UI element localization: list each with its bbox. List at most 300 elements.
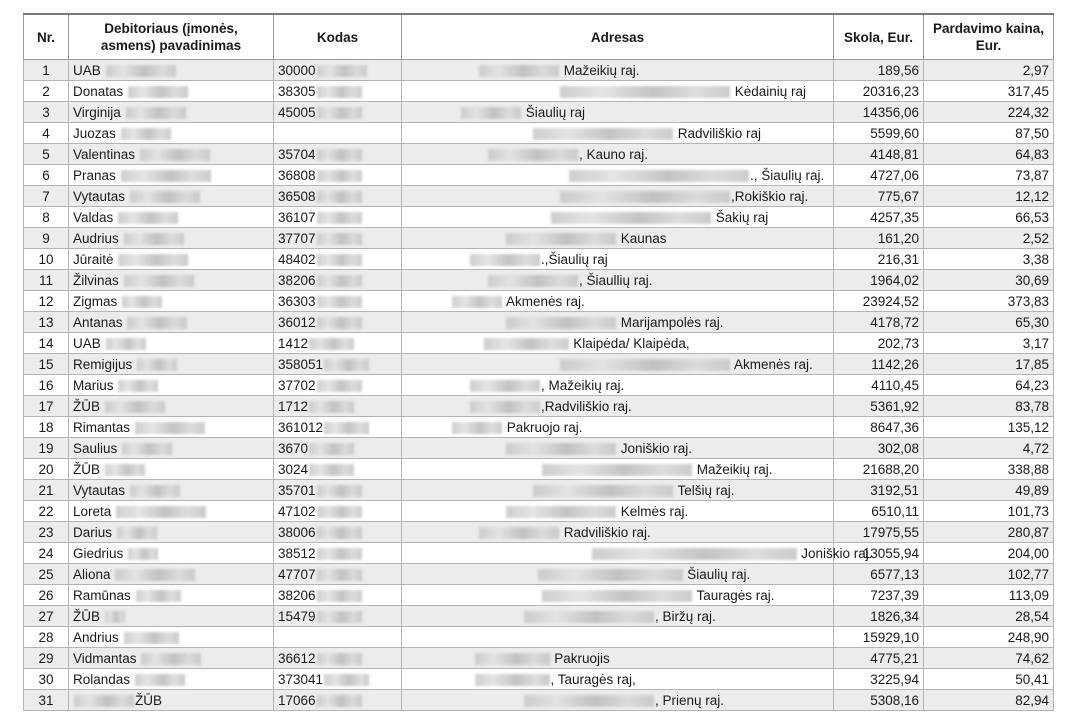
redacted-code	[317, 296, 362, 308]
address-cell	[402, 690, 834, 711]
redacted-name	[105, 401, 165, 413]
redacted-address	[506, 506, 616, 518]
row-number: 26	[24, 585, 69, 606]
address-cell	[402, 186, 834, 207]
address-cell	[402, 669, 834, 690]
address-text: , Tauragės raj,	[550, 671, 636, 687]
debtor-name: Vidmantas	[73, 650, 137, 666]
debtor-code: 1412	[278, 335, 309, 351]
sale-price: 224,32	[924, 102, 1054, 123]
debtor-name-cell	[69, 102, 274, 123]
code-cell	[274, 564, 402, 585]
table-row	[24, 396, 1054, 417]
debt-amount: 189,56	[834, 60, 924, 81]
debtor-name: Remigijus	[73, 356, 133, 372]
debt-amount: 4775,21	[834, 648, 924, 669]
code-cell	[274, 522, 402, 543]
debtor-name: ŽŪB	[73, 608, 100, 624]
row-number: 25	[24, 564, 69, 585]
table-row	[24, 291, 1054, 312]
debt-amount: 4148,81	[834, 144, 924, 165]
code-cell	[274, 396, 402, 417]
debtor-code: 35701	[278, 482, 316, 498]
code-cell	[274, 144, 402, 165]
debt-amount: 8647,36	[834, 417, 924, 438]
table-row	[24, 81, 1054, 102]
redacted-address	[479, 527, 559, 539]
debtor-code: 36107	[278, 209, 316, 225]
redacted-address	[475, 653, 550, 665]
debtor-name: Audrius	[73, 230, 119, 246]
redacted-name	[128, 548, 158, 560]
row-number: 23	[24, 522, 69, 543]
address-cell	[402, 354, 834, 375]
sale-price: 28,54	[924, 606, 1054, 627]
table-row	[24, 585, 1054, 606]
redacted-name	[118, 212, 178, 224]
sale-price: 49,89	[924, 480, 1054, 501]
sale-price: 248,90	[924, 627, 1054, 648]
address-text: , Prienų raj.	[655, 692, 725, 708]
address-cell	[402, 627, 834, 648]
debtor-name-cell	[69, 648, 274, 669]
redacted-code	[317, 548, 362, 560]
debtor-name-cell	[69, 375, 274, 396]
redacted-name	[74, 695, 134, 707]
sale-price: 101,73	[924, 501, 1054, 522]
redacted-code	[317, 695, 362, 707]
address-text: Kelmės raj.	[617, 503, 689, 519]
debtor-code: 38305	[278, 83, 316, 99]
redacted-address	[533, 128, 673, 140]
debt-amount: 4178,72	[834, 312, 924, 333]
redacted-name	[136, 590, 181, 602]
redacted-address	[524, 611, 654, 623]
table-row	[24, 375, 1054, 396]
table-body	[24, 60, 1054, 711]
debtor-name-cell	[69, 459, 274, 480]
debtor-name: Vytautas	[73, 188, 126, 204]
address-text: Tauragės raj.	[693, 587, 775, 603]
redacted-code	[317, 653, 362, 665]
redacted-address	[452, 422, 502, 434]
redacted-name	[105, 464, 145, 476]
row-number: 20	[24, 459, 69, 480]
redacted-name	[130, 485, 180, 497]
debtor-name-cell	[69, 438, 274, 459]
debtor-name: Giedrius	[73, 545, 124, 561]
redacted-address	[551, 212, 711, 224]
sale-price: 73,87	[924, 165, 1054, 186]
sale-price: 64,23	[924, 375, 1054, 396]
redacted-name	[105, 611, 125, 623]
debt-amount: 6510,11	[834, 501, 924, 522]
code-cell	[274, 354, 402, 375]
debt-amount: 1964,02	[834, 270, 924, 291]
debtor-name-cell	[69, 354, 274, 375]
table-row	[24, 249, 1054, 270]
redacted-name	[121, 170, 211, 182]
row-number: 14	[24, 333, 69, 354]
code-cell	[274, 459, 402, 480]
redacted-code	[317, 527, 362, 539]
debtor-code: 38206	[278, 587, 316, 603]
debtor-name-cell	[69, 144, 274, 165]
debtor-code: 48402	[278, 251, 316, 267]
debtor-code: 15479	[278, 608, 316, 624]
debt-amount: 5308,16	[834, 690, 924, 711]
debtor-name: Vytautas	[73, 482, 126, 498]
debtor-code: 38206	[278, 272, 316, 288]
redacted-code	[317, 317, 362, 329]
debtor-name: ŽŪB	[73, 461, 100, 477]
address-cell	[402, 564, 834, 585]
debtor-code: 37702	[278, 377, 316, 393]
debtor-code: 38512	[278, 545, 316, 561]
redacted-name	[127, 317, 187, 329]
debtor-name: Jūraitė	[73, 251, 114, 267]
debt-amount: 3192,51	[834, 480, 924, 501]
address-cell	[402, 522, 834, 543]
table-row	[24, 459, 1054, 480]
code-cell	[274, 81, 402, 102]
redacted-address	[506, 317, 616, 329]
address-cell	[402, 291, 834, 312]
address-text: Kėdainių raj	[731, 83, 807, 99]
debtor-name: Marius	[73, 377, 114, 393]
sale-price: 2,52	[924, 228, 1054, 249]
debtor-name-cell	[69, 81, 274, 102]
debtor-name: Valdas	[73, 209, 114, 225]
debt-amount: 4257,35	[834, 207, 924, 228]
table-row	[24, 165, 1054, 186]
address-text: Radviliškio raj	[674, 125, 762, 141]
address-cell	[402, 396, 834, 417]
redacted-name	[135, 422, 205, 434]
redacted-address	[560, 191, 730, 203]
redacted-code	[309, 443, 354, 455]
table-row	[24, 480, 1054, 501]
header-sale-price-line2: Eur.	[975, 38, 1002, 53]
address-text: Šiaulių raj	[522, 104, 586, 120]
sale-price: 12,12	[924, 186, 1054, 207]
row-number: 15	[24, 354, 69, 375]
redacted-address	[484, 338, 569, 350]
row-number: 27	[24, 606, 69, 627]
code-cell	[274, 228, 402, 249]
header-nr: Nr.	[24, 14, 69, 60]
redacted-code	[317, 107, 362, 119]
debtor-name: Ramūnas	[73, 587, 131, 603]
address-text: Kaunas	[617, 230, 667, 246]
debtor-name-cell	[69, 564, 274, 585]
debtor-name: ŽŪB	[73, 398, 100, 414]
address-text: Joniškio raj.	[617, 440, 693, 456]
table-row	[24, 207, 1054, 228]
sale-price: 2,97	[924, 60, 1054, 81]
debt-amount: 161,20	[834, 228, 924, 249]
redacted-address	[592, 548, 797, 560]
address-text: Pakruojis	[550, 650, 610, 666]
sale-price: 4,72	[924, 438, 1054, 459]
debtor-code: 45005	[278, 104, 316, 120]
debtor-name: Virginija	[73, 104, 121, 120]
table-row	[24, 354, 1054, 375]
row-number: 30	[24, 669, 69, 690]
debtor-name: Žilvinas	[73, 272, 119, 288]
debtor-name-cell	[69, 207, 274, 228]
redacted-address	[542, 590, 692, 602]
debt-amount: 20316,23	[834, 81, 924, 102]
debt-amount: 1142,26	[834, 354, 924, 375]
redacted-address	[560, 359, 730, 371]
redacted-code	[324, 359, 369, 371]
debtor-code: 36303	[278, 293, 316, 309]
address-text: Akmenės raj.	[731, 356, 813, 372]
redacted-address	[452, 296, 502, 308]
table-row	[24, 312, 1054, 333]
row-number: 29	[24, 648, 69, 669]
redacted-address	[538, 569, 683, 581]
code-cell	[274, 480, 402, 501]
address-text: ,Rokiškio raj.	[731, 188, 809, 204]
table-row	[24, 144, 1054, 165]
redacted-address	[488, 275, 578, 287]
debtor-name-cell	[69, 123, 274, 144]
table-row	[24, 417, 1054, 438]
debtor-name-cell	[69, 669, 274, 690]
sale-price: 317,45	[924, 81, 1054, 102]
address-text: Mažeikių raj.	[693, 461, 773, 477]
redacted-name	[126, 107, 186, 119]
redacted-name	[124, 632, 179, 644]
redacted-name	[121, 128, 171, 140]
debtor-code: 17066	[278, 692, 316, 708]
redacted-code	[317, 149, 362, 161]
address-cell	[402, 375, 834, 396]
code-cell	[274, 438, 402, 459]
debtor-code: 3670	[278, 440, 309, 456]
debtor-name-suffix: ŽŪB	[135, 692, 162, 708]
debtors-table	[23, 13, 1054, 711]
address-text: Radviliškio raj.	[560, 524, 651, 540]
debt-amount: 3225,94	[834, 669, 924, 690]
redacted-code	[317, 590, 362, 602]
code-cell	[274, 585, 402, 606]
redacted-code	[309, 338, 354, 350]
debtor-name: Juozas	[73, 125, 116, 141]
debtor-name-cell	[69, 60, 274, 81]
debtor-name-cell	[69, 396, 274, 417]
address-cell	[402, 102, 834, 123]
row-number: 6	[24, 165, 69, 186]
code-cell	[274, 333, 402, 354]
debtor-code: 36612	[278, 650, 316, 666]
address-cell	[402, 459, 834, 480]
address-text: Akmenės raj.	[503, 293, 585, 309]
code-cell	[274, 123, 402, 144]
redacted-code	[317, 191, 362, 203]
debtor-name-cell	[69, 627, 274, 648]
sale-price: 82,94	[924, 690, 1054, 711]
address-cell	[402, 585, 834, 606]
debtor-code: 36012	[278, 314, 316, 330]
debtor-name-cell	[69, 165, 274, 186]
debtor-name-cell	[69, 480, 274, 501]
address-text: Marijampolės raj.	[617, 314, 724, 330]
debt-amount: 13055,94	[834, 543, 924, 564]
debtor-code: 36508	[278, 188, 316, 204]
code-cell	[274, 207, 402, 228]
code-cell	[274, 270, 402, 291]
address-text: ,Radviliškio raj.	[541, 398, 632, 414]
table-row	[24, 606, 1054, 627]
sale-price: 64,83	[924, 144, 1054, 165]
code-cell	[274, 417, 402, 438]
code-cell	[274, 312, 402, 333]
header-sale-price-line1: Pardavimo kaina,	[932, 21, 1045, 36]
code-cell	[274, 669, 402, 690]
redacted-code	[317, 233, 362, 245]
redacted-name	[122, 443, 172, 455]
redacted-name	[117, 527, 157, 539]
debtor-name: Saulius	[73, 440, 118, 456]
sale-price: 3,17	[924, 333, 1054, 354]
redacted-code	[317, 569, 362, 581]
debtor-name: UAB	[73, 62, 101, 78]
address-text: , Kauno raj.	[579, 146, 649, 162]
redacted-code	[317, 170, 362, 182]
debtor-code: 37707	[278, 230, 316, 246]
debt-amount: 14356,06	[834, 102, 924, 123]
header-sale-price	[924, 14, 1054, 60]
sale-price: 65,30	[924, 312, 1054, 333]
redacted-code	[324, 674, 369, 686]
row-number: 16	[24, 375, 69, 396]
sale-price: 102,77	[924, 564, 1054, 585]
redacted-code	[317, 254, 362, 266]
redacted-code	[324, 422, 369, 434]
redacted-address	[475, 674, 550, 686]
redacted-code	[317, 212, 362, 224]
redacted-code	[317, 506, 362, 518]
sale-price: 3,38	[924, 249, 1054, 270]
debtor-name: Rolandas	[73, 671, 131, 687]
address-cell	[402, 312, 834, 333]
row-number: 28	[24, 627, 69, 648]
address-cell	[402, 438, 834, 459]
table-row	[24, 186, 1054, 207]
row-number: 5	[24, 144, 69, 165]
redacted-name	[124, 275, 194, 287]
debt-amount: 5599,60	[834, 123, 924, 144]
row-number: 2	[24, 81, 69, 102]
redacted-address	[533, 485, 673, 497]
table-row	[24, 102, 1054, 123]
address-cell	[402, 165, 834, 186]
debtor-name: Rimantas	[73, 419, 131, 435]
debtor-name: Pranas	[73, 167, 116, 183]
redacted-code	[317, 86, 362, 98]
address-text: ., Šiaulių raj.	[750, 167, 825, 183]
sale-price: 66,53	[924, 207, 1054, 228]
header-debtor-name-line2: asmens) pavadinimas	[100, 38, 242, 53]
redacted-name	[140, 149, 210, 161]
code-cell	[274, 291, 402, 312]
row-number: 1	[24, 60, 69, 81]
debt-amount: 4110,45	[834, 375, 924, 396]
table-row	[24, 333, 1054, 354]
debtor-code: 38006	[278, 524, 316, 540]
debtor-name: Antanas	[73, 314, 123, 330]
redacted-address	[479, 65, 559, 77]
address-text: , Šiaullių raj.	[579, 272, 653, 288]
address-cell	[402, 207, 834, 228]
debt-amount: 6577,13	[834, 564, 924, 585]
debtor-name-cell	[69, 585, 274, 606]
redacted-address	[506, 443, 616, 455]
address-text: Telšių raj.	[674, 482, 735, 498]
debtor-name: Aliona	[73, 566, 111, 582]
debt-amount: 21688,20	[834, 459, 924, 480]
debtor-name-cell	[69, 606, 274, 627]
redacted-address	[470, 380, 540, 392]
address-cell	[402, 606, 834, 627]
sale-price: 50,41	[924, 669, 1054, 690]
debt-amount: 775,67	[834, 186, 924, 207]
table-row	[24, 438, 1054, 459]
debt-amount: 5361,92	[834, 396, 924, 417]
debtor-name-cell	[69, 312, 274, 333]
sale-price: 74,62	[924, 648, 1054, 669]
address-text: Klaipėda/ Klaipėda,	[569, 335, 690, 351]
address-text: Joniškio raj.	[797, 545, 873, 561]
header-debt: Skola, Eur.	[834, 14, 924, 60]
code-cell	[274, 648, 402, 669]
redacted-name	[116, 506, 206, 518]
redacted-address	[524, 695, 654, 707]
redacted-name	[124, 233, 184, 245]
debtor-code: 1712	[278, 398, 309, 414]
code-cell	[274, 501, 402, 522]
table-row	[24, 501, 1054, 522]
sale-price: 113,09	[924, 585, 1054, 606]
redacted-address	[470, 254, 540, 266]
table-row	[24, 123, 1054, 144]
row-number: 13	[24, 312, 69, 333]
redacted-address	[542, 464, 692, 476]
row-number: 22	[24, 501, 69, 522]
debtor-name-cell	[69, 417, 274, 438]
redacted-name	[115, 569, 195, 581]
header-debtor-name	[69, 14, 274, 60]
redacted-code	[317, 611, 362, 623]
redacted-name	[135, 674, 185, 686]
debtor-code: 30000	[278, 62, 316, 78]
header-address: Adresas	[402, 14, 834, 60]
row-number: 19	[24, 438, 69, 459]
address-cell	[402, 270, 834, 291]
debtor-name: UAB	[73, 335, 101, 351]
debtor-name: Andrius	[73, 629, 119, 645]
redacted-address	[461, 107, 521, 119]
debtors-table-sheet	[23, 13, 1054, 711]
row-number: 8	[24, 207, 69, 228]
debtor-name: Zigmas	[73, 293, 118, 309]
redacted-name	[128, 86, 188, 98]
debtor-name-cell	[69, 249, 274, 270]
redacted-name	[118, 380, 158, 392]
